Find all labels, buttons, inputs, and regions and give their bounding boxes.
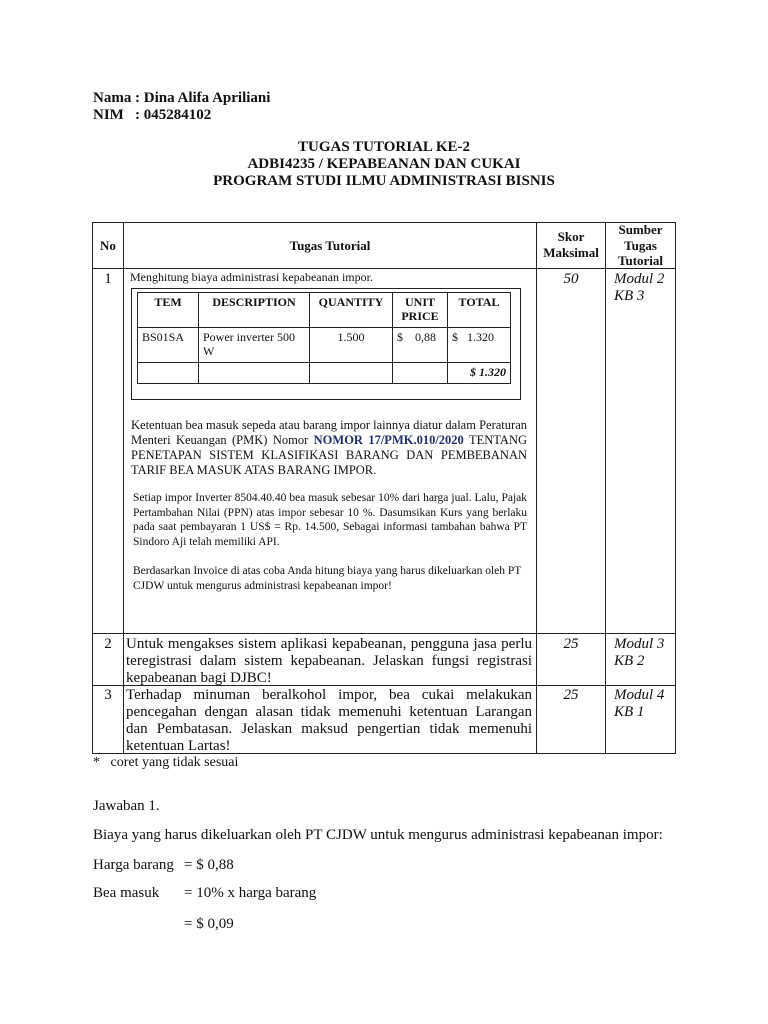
name-label: Nama <box>93 90 132 106</box>
row-3-source-line: Modul 4 <box>614 687 665 703</box>
student-nim <box>93 106 211 124</box>
invoice-item-description: Power inverter 500 W <box>199 328 310 363</box>
header-source-line: Tutorial <box>617 253 664 268</box>
paragraph-question: Berdasarkan Invoice di atas coba Anda hitung biaya yang harus dikeluarkan oleh PT CJDW untuk mengurus administrasi kepabeanan impor! <box>133 565 522 592</box>
row-2-score: 25 <box>563 636 579 652</box>
table-border-left <box>92 222 93 754</box>
table-header-divider <box>92 268 676 269</box>
nim-value: : 045284102 <box>135 107 212 123</box>
answer-label: Bea masuk <box>93 885 160 901</box>
invoice-col-quantity: QUANTITY <box>310 293 393 328</box>
row-3-task: Terhadap minuman beralkohol impor, bea cukai melakukan pencegahan dengan alasan tidak memenuhi ketentuan Larangan dan Pembatasan. Jelaskan maksud pengertian tidak memenuhi ketentuan Lartas! <box>126 687 532 754</box>
paragraph-tariff: Setiap impor Inverter 8504.40.40 bea masuk sebesar 10% dari harga jual. Lalu, Pajak Pertambahan Nilai (PPN) atas impor sebesar 10 %. Dasumsikan Kurs yang berlaku pada saat pembayaran 1 US$ = Rp. 14.500, Sebagai informasi tambahan bahwa PT Sindoro Aji telah memiliki API. <box>133 492 527 548</box>
table-border-right <box>675 222 676 754</box>
row-1-score: 50 <box>563 271 579 287</box>
header-score-line: Maksimal <box>543 245 599 260</box>
table-border-top <box>92 222 676 223</box>
row-3-no: 3 <box>104 687 112 703</box>
answer-line-duty-result <box>93 915 234 933</box>
answer-heading: Jawaban 1. <box>93 798 160 814</box>
answer-value: = 10% x harga barang <box>184 885 317 901</box>
invoice-col-item: TEM <box>138 293 199 328</box>
regulation-number: NOMOR 17/PMK.010/2020 <box>313 433 464 447</box>
row-3-source <box>614 687 664 721</box>
title-line-3: PROGRAM STUDI ILMU ADMINISTRASI BISNIS <box>213 173 555 189</box>
regulation-text: Ketentuan bea masuk sepeda atau barang impor lainnya diatur dalam Peraturan Menteri Keuangan (PMK) Nomor <box>131 418 527 447</box>
header-source-line: Sumber <box>618 222 663 237</box>
row-1-intro: Menghitung biaya administrasi kepabeanan impor. <box>130 270 373 284</box>
paragraph-regulation <box>131 418 527 478</box>
answer-intro: Biaya yang harus dikeluarkan oleh PT CJDW untuk mengurus administrasi kepabeanan impor: <box>93 827 663 843</box>
row-2-source-line: KB 2 <box>614 653 645 669</box>
answer-value: = $ 0,09 <box>184 916 234 932</box>
invoice-col-unit-price: UNIT PRICE <box>393 293 448 328</box>
table-col-divider <box>123 222 124 754</box>
answer-label: Harga barang <box>93 857 174 873</box>
row-1-source <box>614 271 664 305</box>
header-task: Tugas Tutorial <box>289 238 371 253</box>
row-3-source-line: KB 1 <box>614 704 645 720</box>
row-3-score: 25 <box>563 687 579 703</box>
invoice-header-row <box>138 293 511 328</box>
header-source-line: Tugas <box>624 237 657 253</box>
header-score <box>537 229 605 261</box>
header-source <box>606 222 675 269</box>
invoice-col-total: TOTAL <box>448 293 511 328</box>
invoice-total-row <box>138 363 511 384</box>
invoice-col-description: DESCRIPTION <box>199 293 310 328</box>
invoice-table <box>137 292 511 384</box>
title-line-1: TUGAS TUTORIAL KE-2 <box>298 139 470 155</box>
row-2-no: 2 <box>104 636 112 652</box>
row-2-source <box>614 636 664 670</box>
name-value: : Dina Alifa Apriliani <box>135 90 271 106</box>
regulation-title: TENTANG PENETAPAN SISTEM KLASIFIKASI BARANG DAN PEMBEBANAN TARIF BEA MASUK ATAS BARANG IMPOR. <box>131 433 527 477</box>
table-footnote: * coret yang tidak sesuai <box>93 755 239 770</box>
row-1-source-line: KB 3 <box>614 288 645 304</box>
header-no: No <box>100 238 116 253</box>
answer-line-duty <box>93 884 316 902</box>
row-1-no: 1 <box>104 271 112 287</box>
invoice-item-quantity: 1.500 <box>310 328 393 363</box>
table-col-divider <box>536 222 537 754</box>
invoice-item-code: BS01SA <box>138 328 199 363</box>
row-2-source-line: Modul 3 <box>614 636 665 652</box>
answer-line-price <box>93 856 234 874</box>
title-line-2: ADBI4235 / KEPABEANAN DAN CUKAI <box>247 156 521 172</box>
nim-label: NIM <box>93 107 124 123</box>
row-2-task: Untuk mengakses sistem aplikasi kepabeanan, pengguna jasa perlu teregistrasi dalam sistem kepabeanan. Jelaskan fungsi registrasi kepabeanan bagi DJBC! <box>126 636 532 686</box>
table-row <box>138 328 511 363</box>
invoice-grand-total: $ 1.320 <box>448 363 511 384</box>
header-score-line: Skor <box>557 229 585 244</box>
invoice-item-total: $ 1.320 <box>448 328 511 363</box>
invoice-item-unit-price: $ 0,88 <box>393 328 448 363</box>
table-row-divider <box>92 633 676 634</box>
table-col-divider <box>605 222 606 754</box>
row-1-source-line: Modul 2 <box>614 271 665 287</box>
student-name <box>93 89 270 107</box>
answer-value: = $ 0,88 <box>184 857 234 873</box>
invoice-frame <box>131 288 521 400</box>
